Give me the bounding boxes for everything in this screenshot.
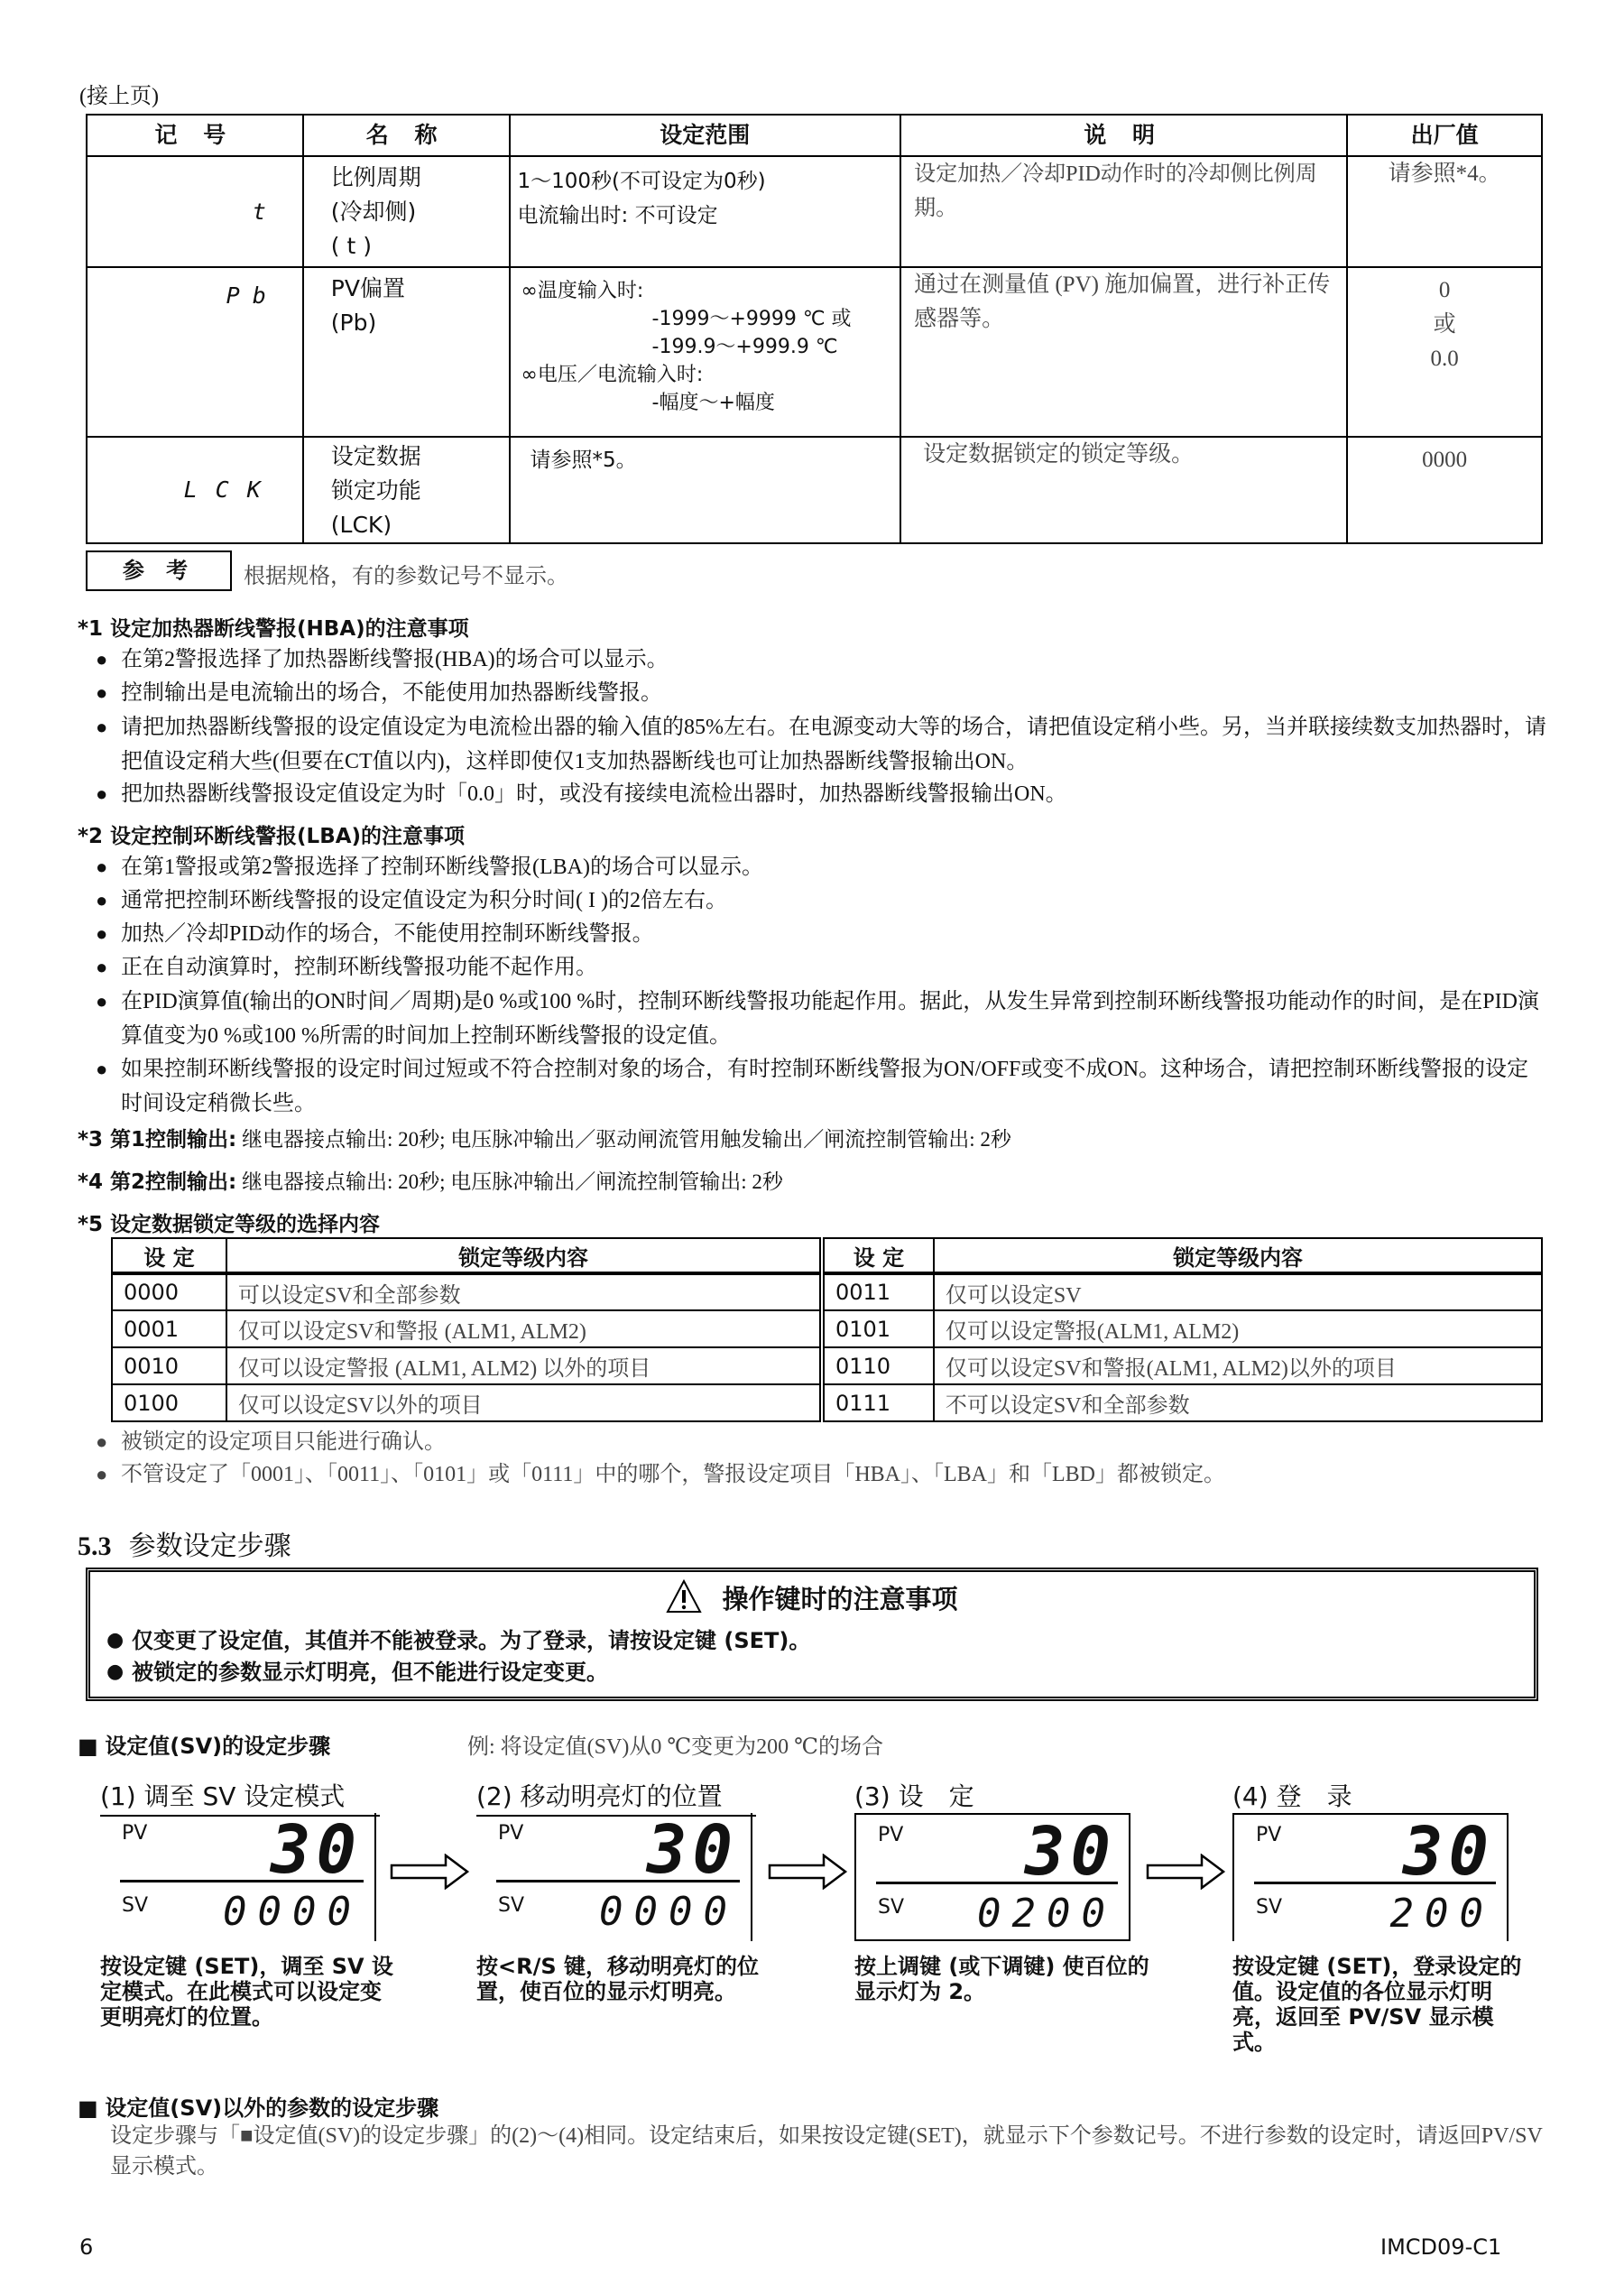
list-item: ● 正在自动演算时，控制环断线警报功能不起作用。	[87, 951, 1548, 984]
table-row	[87, 156, 1542, 267]
list-item: ● 如果控制环断线警报的设定时间过短或不符合控制对象的场合，有时控制环断线警报为ON/OFF或变不成ON。这种场合，请把控制环断线警报的设定时间设定稍微长些。	[87, 1052, 1548, 1121]
default-cell: 请参照*4。	[1347, 156, 1542, 267]
caution-title: 操作键时的注意事项	[722, 1584, 958, 1614]
pv-sv-display	[100, 1813, 376, 1941]
header-lock-content: 锁定等级内容	[934, 1238, 1542, 1273]
symbol-display: t	[87, 156, 303, 267]
header-setting: 设 定	[112, 1238, 226, 1273]
name-line: 锁定功能	[330, 477, 421, 504]
code-cell: 0111	[822, 1384, 934, 1421]
pv-value: 30	[1402, 1813, 1494, 1891]
other-proc-text: 设定步骤与「■设定值(SV)的设定步骤」的(2)～(4)相同。设定结束后，如果按设定键(SET)，就显示下个参数记号。不进行参数的设定时，请返回PV/SV显示模式。	[110, 2124, 1543, 2178]
header-lock-content: 锁定等级内容	[226, 1238, 822, 1273]
list-item: ● 加热／冷却PID动作的场合，不能使用控制环断线警报。	[87, 918, 1548, 950]
content-cell: 不可以设定SV和全部参数	[934, 1384, 1542, 1421]
step-title: (3) 设 定	[854, 1781, 974, 1811]
content-cell: 仅可以设定警报 (ALM1, ALM2) 以外的项目	[226, 1347, 822, 1384]
symbol-display: LCK	[87, 437, 303, 543]
sv-value: 0000	[599, 1889, 738, 1935]
content-cell: 仅可以设定SV以外的项目	[226, 1384, 822, 1421]
code-cell: 0001	[112, 1310, 226, 1347]
list-item: ● 被锁定的参数显示灯明亮，但不能进行设定变更。	[97, 1656, 608, 1688]
name-line: (Pb)	[330, 310, 377, 336]
range-line: -1999～+9999 ℃ 或	[651, 308, 852, 330]
code-cell: 0000	[112, 1273, 226, 1310]
name-line: (LCK)	[330, 512, 392, 538]
pv-label: PV	[122, 1822, 148, 1845]
doc-code: IMCD09-C1	[1380, 2234, 1502, 2260]
section-title: 参数设定步骤	[128, 1531, 291, 1562]
page-number: 6	[79, 2234, 94, 2260]
range-line: 电流输出时: 不可设定	[517, 204, 718, 227]
name-line: (冷却侧)	[330, 199, 417, 225]
step-desc: 按上调键 (或下调键) 使百位的显示灯为 2。	[854, 1954, 1149, 2004]
code-cell: 0100	[112, 1384, 226, 1421]
desc-cell: 设定加热／冷却PID动作时的冷却侧比例周期。	[900, 156, 1347, 267]
sv-proc-title: 设定值(SV)的设定步骤	[105, 1734, 331, 1759]
content-cell: 仅可以设定SV和警报 (ALM1, ALM2)	[226, 1310, 822, 1347]
note3-label: *3 第1控制输出:	[78, 1128, 237, 1152]
content-cell: 可以设定SV和全部参数	[226, 1273, 822, 1310]
pv-label: PV	[498, 1822, 524, 1845]
table-row	[87, 267, 1542, 437]
range-line: ∞温度输入时:	[521, 280, 644, 302]
warning-triangle-icon	[666, 1584, 722, 1614]
pv-label: PV	[1256, 1824, 1282, 1846]
list-item: ● 在第1警报或第2警报选择了控制环断线警报(LBA)的场合可以显示。	[87, 851, 1548, 883]
range-line: ∞电压／电流输入时:	[521, 364, 704, 386]
list-item: ● 不管设定了「0001」、「0011」、「0101」或「0111」中的哪个，警报设定项目「HBA」、「LBA」和「LBD」都被锁定。	[87, 1458, 1225, 1491]
code-cell: 0011	[822, 1273, 934, 1310]
range-line: -199.9～+999.9 ℃	[651, 336, 838, 358]
sv-value: 200	[1389, 1891, 1494, 1937]
note4-label: *4 第2控制输出:	[78, 1170, 237, 1194]
header-name: 名 称	[303, 115, 510, 156]
sv-label: SV	[498, 1894, 525, 1917]
pv-value: 30	[1024, 1813, 1116, 1891]
default-line: 0	[1438, 278, 1451, 302]
header-desc: 说 明	[900, 115, 1347, 156]
step-title: (1) 调至 SV 设定模式	[100, 1777, 380, 1817]
arrow-right-icon	[768, 1854, 849, 1890]
section-number: 5.3	[78, 1531, 112, 1561]
list-item: ● 控制输出是电流输出的场合，不能使用加热器断线警报。	[87, 677, 1548, 709]
range-cell: 请参照*5。	[510, 437, 901, 543]
pv-sv-display	[476, 1813, 752, 1941]
sv-proc-example: 例: 将设定值(SV)从0 ℃变更为200 ℃的场合	[467, 1735, 884, 1759]
symbol-display: Pb	[87, 267, 303, 437]
step-title: (2) 移动明亮灯的位置	[476, 1777, 756, 1817]
list-item: ● 仅变更了设定值，其值并不能被登录。为了登录，请按设定键 (SET)。	[97, 1624, 810, 1657]
other-proc-title: 设定值(SV)以外的参数的设定步骤	[105, 2095, 439, 2121]
table-row	[112, 1384, 1542, 1421]
list-item: ● 通常把控制环断线警报的设定值设定为积分时间( I )的2倍左右。	[87, 884, 1548, 917]
name-line: ( t )	[330, 233, 372, 259]
step-desc: 按设定键 (SET)，调至 SV 设定模式。在此模式可以设定变更明亮灯的位置。	[100, 1954, 393, 2030]
code-cell: 0101	[822, 1310, 934, 1347]
list-item: ● 被锁定的设定项目只能进行确认。	[87, 1426, 446, 1458]
pv-value: 30	[646, 1811, 738, 1889]
continued-label: (接上页)	[79, 85, 159, 108]
note4-text: 继电器接点输出: 20秒; 电压脉冲输出／闸流控制管输出: 2秒	[236, 1170, 783, 1193]
step-desc: 按设定键 (SET)，登录设定的值。设定值的各位显示灯明亮，返回至 PV/SV 显示模式。	[1232, 1954, 1522, 2055]
pv-sv-display	[854, 1813, 1130, 1941]
default-cell: 0000	[1347, 437, 1542, 543]
desc-cell: 通过在测量值 (PV) 施加偏置，进行补正传感器等。	[900, 267, 1347, 437]
list-item: ● 在第2警报选择了加热器断线警报(HBA)的场合可以显示。	[87, 643, 1548, 676]
step-title: (4) 登 录	[1232, 1781, 1352, 1811]
sv-label: SV	[122, 1894, 149, 1917]
list-item: ● 在PID演算值(输出的ON时间／周期)是0 %或100 %时，控制环断线警报功能起作用。据此，从发生异常到控制环断线警报功能动作的时间，是在PID演算值变为0 %或100 %所需的时间加上控制环断线警报的设定值。	[87, 985, 1548, 1053]
note1-title: *1 设定加热器断线警报(HBA)的注意事项	[78, 617, 469, 641]
note2-title: *2 设定控制环断线警报(LBA)的注意事项	[78, 825, 466, 848]
header-symbol: 记 号	[87, 115, 303, 156]
square-bullet-icon: ■	[78, 2095, 106, 2121]
table-row	[87, 437, 1542, 543]
step-desc: 按<R/S 键，移动明亮灯的位置，使百位的显示灯明亮。	[476, 1954, 759, 2004]
reference-label: 参 考	[86, 550, 232, 591]
pv-value: 30	[270, 1811, 362, 1889]
range-line: 1～100秒(不可设定为0秒)	[517, 170, 766, 193]
arrow-right-icon	[390, 1854, 471, 1890]
note5-title: *5 设定数据锁定等级的选择内容	[78, 1213, 381, 1236]
arrow-right-icon	[1146, 1854, 1227, 1890]
name-line: PV偏置	[330, 275, 405, 301]
header-setting: 设 定	[822, 1238, 934, 1273]
desc-cell: 设定数据锁定的锁定等级。	[900, 437, 1347, 543]
pv-sv-display	[1232, 1813, 1509, 1941]
content-cell: 仅可以设定SV和警报(ALM1, ALM2)以外的项目	[934, 1347, 1542, 1384]
name-line: 比例周期	[330, 164, 421, 190]
caution-box	[86, 1568, 1538, 1701]
content-cell: 仅可以设定警报(ALM1, ALM2)	[934, 1310, 1542, 1347]
sv-value: 0000	[223, 1889, 362, 1935]
default-line: 0.0	[1430, 347, 1459, 371]
code-cell: 0010	[112, 1347, 226, 1384]
range-line: -幅度～+幅度	[651, 392, 775, 414]
sv-label: SV	[1256, 1896, 1283, 1919]
sv-value: 0200	[977, 1891, 1116, 1937]
pv-label: PV	[878, 1824, 904, 1846]
list-item: ● 把加热器断线警报设定值设定为时「0.0」时，或没有接续电流检出器时，加热器断线警报输出ON。	[87, 778, 1548, 810]
name-line: 设定数据	[330, 443, 421, 469]
lock-level-table	[111, 1237, 1543, 1422]
header-default: 出厂值	[1347, 115, 1542, 156]
square-bullet-icon: ■	[78, 1734, 106, 1759]
code-cell: 0110	[822, 1347, 934, 1384]
table-row	[112, 1273, 1542, 1310]
default-line: 或	[1433, 312, 1456, 337]
table-row	[112, 1347, 1542, 1384]
sv-label: SV	[878, 1896, 905, 1919]
table-row	[112, 1310, 1542, 1347]
header-range: 设定范围	[510, 115, 901, 156]
reference-text: 根据规格，有的参数记号不显示。	[244, 565, 568, 588]
content-cell: 仅可以设定SV	[934, 1273, 1542, 1310]
note3-text: 继电器接点输出: 20秒; 电压脉冲输出／驱动闸流管用触发输出／闸流控制管输出: 2秒	[236, 1128, 1011, 1151]
list-item: ● 请把加热器断线警报的设定值设定为电流检出器的输入值的85%左右。在电源变动大等的场合，请把值设定稍小些。另，当并联接续数支加热器时，请把值设定稍大些(但要在CT值以内)，这样即使仅1支加热器断线也可让加热器断线警报输出ON。	[87, 710, 1548, 779]
parameter-table	[86, 114, 1543, 544]
